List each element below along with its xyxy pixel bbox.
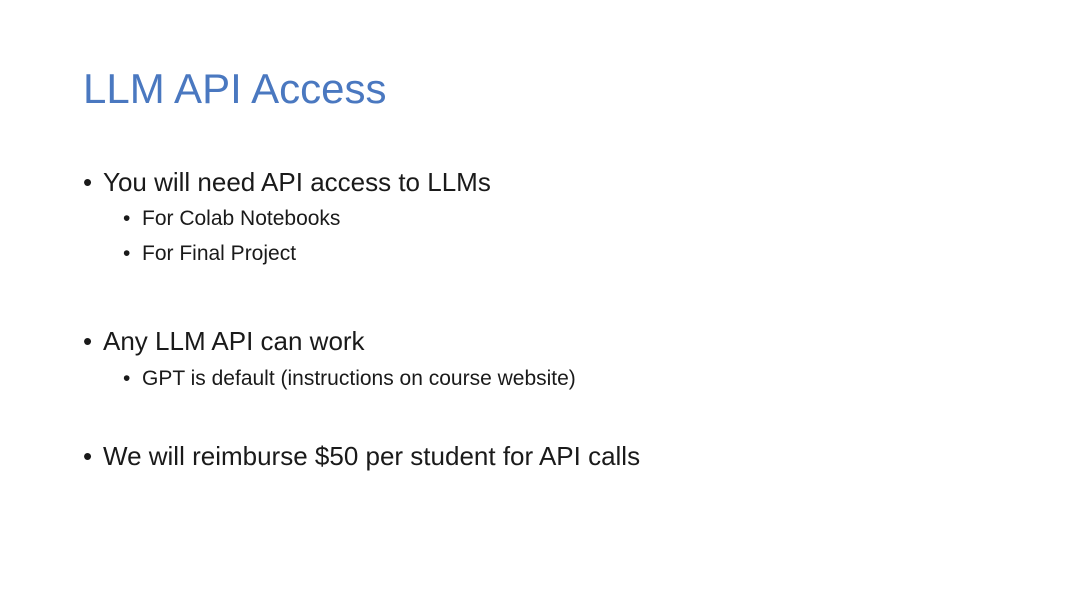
bullet-dot: • xyxy=(123,367,131,390)
sub-bullet-item xyxy=(123,365,576,393)
sub-bullet-text: For Final Project xyxy=(142,242,297,265)
slide-title: LLM API Access xyxy=(83,65,387,112)
sub-bullet-item xyxy=(123,240,296,268)
bullet-dot: • xyxy=(123,207,131,230)
bullet-text: We will reimburse $50 per student for API calls xyxy=(103,441,641,471)
bullet-text: You will need API access to LLMs xyxy=(103,167,491,197)
sub-bullet-text: For Colab Notebooks xyxy=(142,207,341,230)
bullet-item xyxy=(83,166,491,198)
bullet-dot: • xyxy=(123,242,131,265)
bullet-item xyxy=(83,440,640,472)
bullet-dot: • xyxy=(83,167,93,197)
sub-bullet-item xyxy=(123,205,340,233)
bullet-dot: • xyxy=(83,326,93,356)
bullet-dot: • xyxy=(83,441,93,471)
bullet-text: Any LLM API can work xyxy=(103,326,365,356)
bullet-item xyxy=(83,325,365,357)
sub-bullet-text: GPT is default (instructions on course website) xyxy=(142,367,576,390)
